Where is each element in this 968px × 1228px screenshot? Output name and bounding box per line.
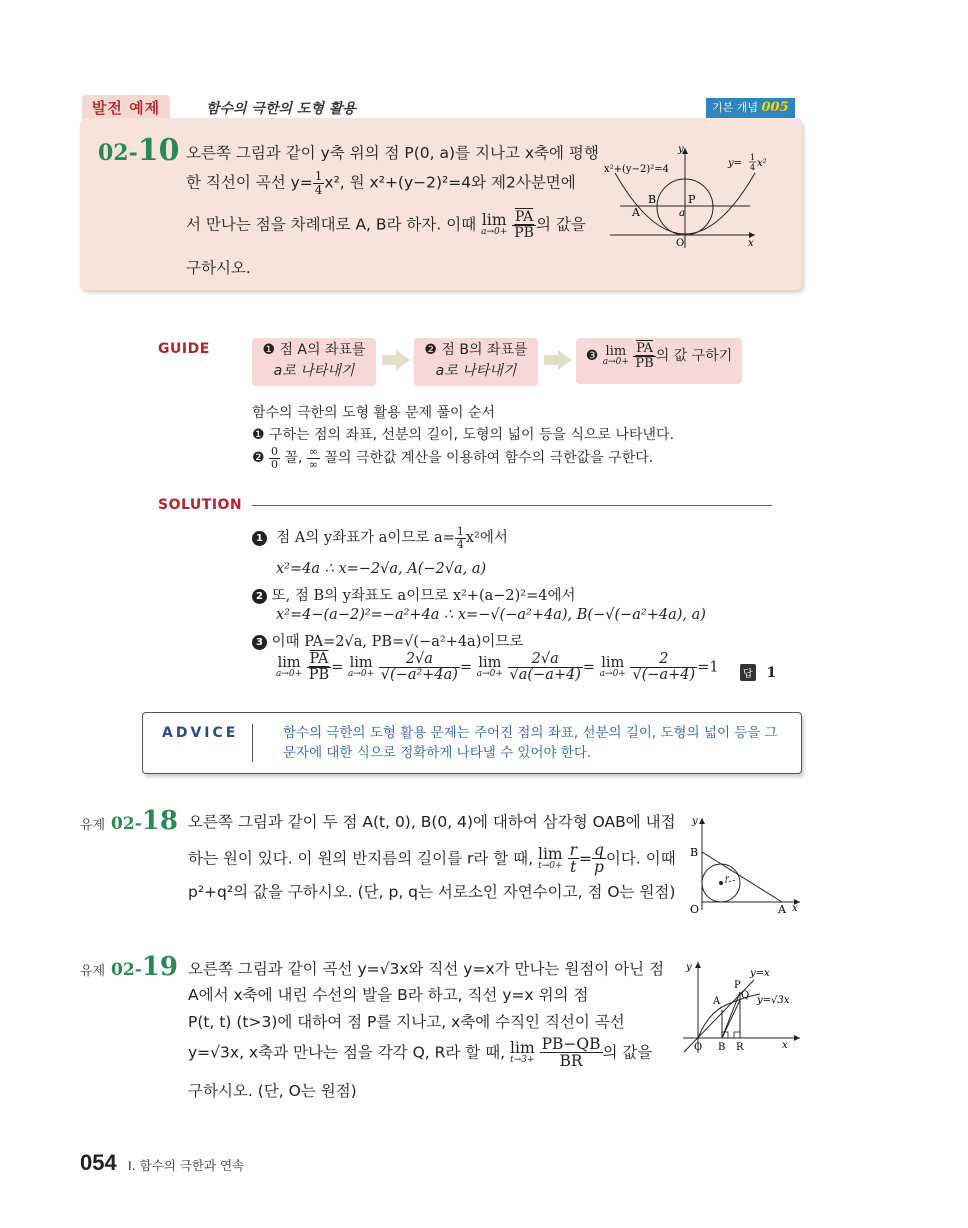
fig-circle-label: x²+(y−2)²=4	[604, 164, 669, 175]
svg-text:y=x: y=x	[750, 968, 770, 979]
svg-text:A: A	[632, 206, 640, 219]
svg-text:x²: x²	[757, 158, 767, 169]
problem-figure	[600, 140, 790, 255]
ref-number: 005	[761, 100, 789, 115]
solution-label: SOLUTION	[158, 497, 243, 513]
svg-text:R: R	[736, 1042, 744, 1053]
svg-text:1: 1	[750, 153, 756, 162]
chapter-title: I. 함수의 극한과 연속	[128, 1158, 245, 1173]
problem-line-4: 구하시오.	[186, 259, 251, 277]
answer-value: 1	[766, 665, 777, 681]
svg-text:A: A	[713, 996, 721, 1007]
svg-text:P: P	[734, 980, 741, 991]
svg-text:4: 4	[750, 163, 756, 172]
ex19-line-5: 구하시오. (단, O는 원점)	[188, 1082, 357, 1100]
svg-text:x: x	[748, 238, 754, 249]
problem-line-1: 오른쪽 그림과 같이 y축 위의 점 P(0, a)를 지나고 x축에 평행	[186, 144, 599, 162]
ex19-line-2: A에서 x축에 내린 수선의 발을 B라 하고, 직선 y=x 위의 점	[188, 986, 589, 1004]
ex19-figure	[678, 958, 808, 1058]
ex19-line-1: 오른쪽 그림과 같이 곡선 y=√3x와 직선 y=x가 만나는 원점이 아닌 점	[188, 960, 665, 978]
svg-text:x: x	[782, 1040, 788, 1051]
problem-line-3: 서 만나는 점을 차례대로 A, B라 하자. 이때 lim a→0+ $\frac{\overline{PA}}{PB}$ 의 값을	[186, 209, 586, 241]
svg-text:A: A	[778, 903, 786, 916]
svg-text:y: y	[686, 962, 692, 973]
guide-arrow-1	[382, 355, 396, 365]
guide-order-title: 함수의 극한의 도형 활용 문제 풀이 순서	[252, 405, 496, 421]
svg-text:B: B	[648, 193, 657, 206]
guide-arrow-2	[544, 355, 558, 365]
solution-limit-chain: lim a→0+ $\frac{\overline{PA}}{PB}$ = lim a→0+ $\frac{2√a}{\text{√(−a²+4a)}}$ = lim a→0+ $\frac{2√a}{√a(-a+4)}$ = lim a→0+ $\frac{2}{√(-a+4)}$ =1	[276, 651, 719, 684]
example-tab: 발전 예제	[82, 95, 170, 121]
solution-step-1: 1 점 A의 y좌표가 a이므로 a= $\frac{1}{4}$ x²에서	[252, 526, 508, 550]
svg-text:x: x	[792, 903, 798, 914]
svg-text:B: B	[690, 846, 699, 859]
svg-text:O: O	[694, 1042, 703, 1053]
guide-label: GUIDE	[158, 341, 210, 357]
answer-badge: 답	[740, 664, 756, 681]
solution-step-3: 3 이때 PA=2√a, PB=√(−a²+4a)이므로	[252, 630, 523, 651]
advice-label: ADVICE	[162, 725, 239, 741]
topic-title: 함수의 극한의 도형 활용	[206, 101, 356, 117]
advice-text: 함수의 극한의 도형 활용 문제는 주어진 점의 좌표, 선분의 길이, 도형의 넓이 등을 그 문자에 대한 식으로 정확하게 나타낼 수 있어야 한다.	[283, 725, 778, 761]
concept-reference	[706, 98, 795, 118]
ref-label: 기본 개념	[712, 101, 759, 114]
solution-rule	[252, 505, 772, 506]
svg-text:y: y	[678, 144, 684, 155]
guide-step-2: ❷ 점 B의 좌표를 a로 나타내기	[414, 338, 538, 386]
problem-line-2: 한 직선이 곡선 y= $\frac{1}{4}$ x², 원 x²+(y−2)²=4와 제2사분면에	[186, 169, 576, 197]
solution-step-1-line-2: x²=4a ∴ x=−2√a, A(−2√a, a)	[276, 561, 487, 577]
ex18-line-2: 하는 원이 있다. 이 원의 반지름의 길이를 r라 할 때, lim t→0+ $\frac{r}{t}$ = $\frac{q}{p}$ 이다. 이때	[188, 841, 676, 877]
exercise-19-number: 유제 02-19	[80, 952, 178, 982]
ex19-line-4: y=√3x, x축과 만나는 점을 각각 Q, R라 할 때, lim t→3+ $\frac{PB-QB}{BR}$ 의 값을	[188, 1035, 653, 1071]
ex18-figure	[684, 812, 804, 918]
guide-order-1: ❶ 구하는 점의 좌표, 선분의 길이, 도형의 넓이 등을 식으로 나타낸다.	[252, 427, 675, 443]
ex18-line-1: 오른쪽 그림과 같이 두 점 A(t, 0), B(0, 4)에 대하여 삼각형 OAB에 내접	[188, 813, 676, 831]
exercise-18-number: 유제 02-18	[80, 806, 178, 836]
svg-text:O: O	[676, 238, 685, 249]
svg-text:a: a	[679, 208, 685, 219]
svg-text:Q: Q	[741, 990, 750, 1001]
svg-text:y: y	[692, 816, 698, 827]
ex19-line-3: P(t, t) (t>3)에 대하여 점 P를 지나고, x축에 수직인 직선이 곡선	[188, 1013, 625, 1031]
svg-text:y=√3x: y=√3x	[757, 995, 790, 1006]
svg-text:B: B	[718, 1042, 726, 1053]
svg-text:P: P	[688, 193, 696, 206]
page-number: 054	[80, 1150, 117, 1175]
answer	[740, 663, 776, 681]
guide-order-2: ❷ $\frac{0}{0}$ 꼴, $\frac{\infty}{\infty}$ 꼴의 극한값 계산을 이용하여 함수의 극한값을 구한다.	[252, 445, 654, 471]
ex18-line-3: p²+q²의 값을 구하시오. (단, p, q는 서로소인 자연수이고, 점 O는 원점)	[188, 883, 676, 901]
solution-step-2-line-2: x²=4−(a−2)²=−a²+4a ∴ x=−√(−a²+4a), B(−√(−a²+4a), a)	[276, 607, 706, 623]
svg-text:O: O	[690, 903, 700, 916]
problem-number: 02-10	[98, 133, 180, 168]
solution-step-2: 2 또, 점 B의 y좌표도 a이므로 x²+(a−2)²=4에서	[252, 584, 576, 605]
fig-curve-label: y=	[728, 158, 743, 169]
svg-text:r: r	[725, 874, 729, 883]
guide-step-1: ❶ 점 A의 좌표를 a로 나타내기	[252, 338, 376, 386]
guide-step-3: ❸ lim a→0+ $\frac{\overline{PA}}{PB}$ 의 값 구하기	[576, 338, 742, 384]
